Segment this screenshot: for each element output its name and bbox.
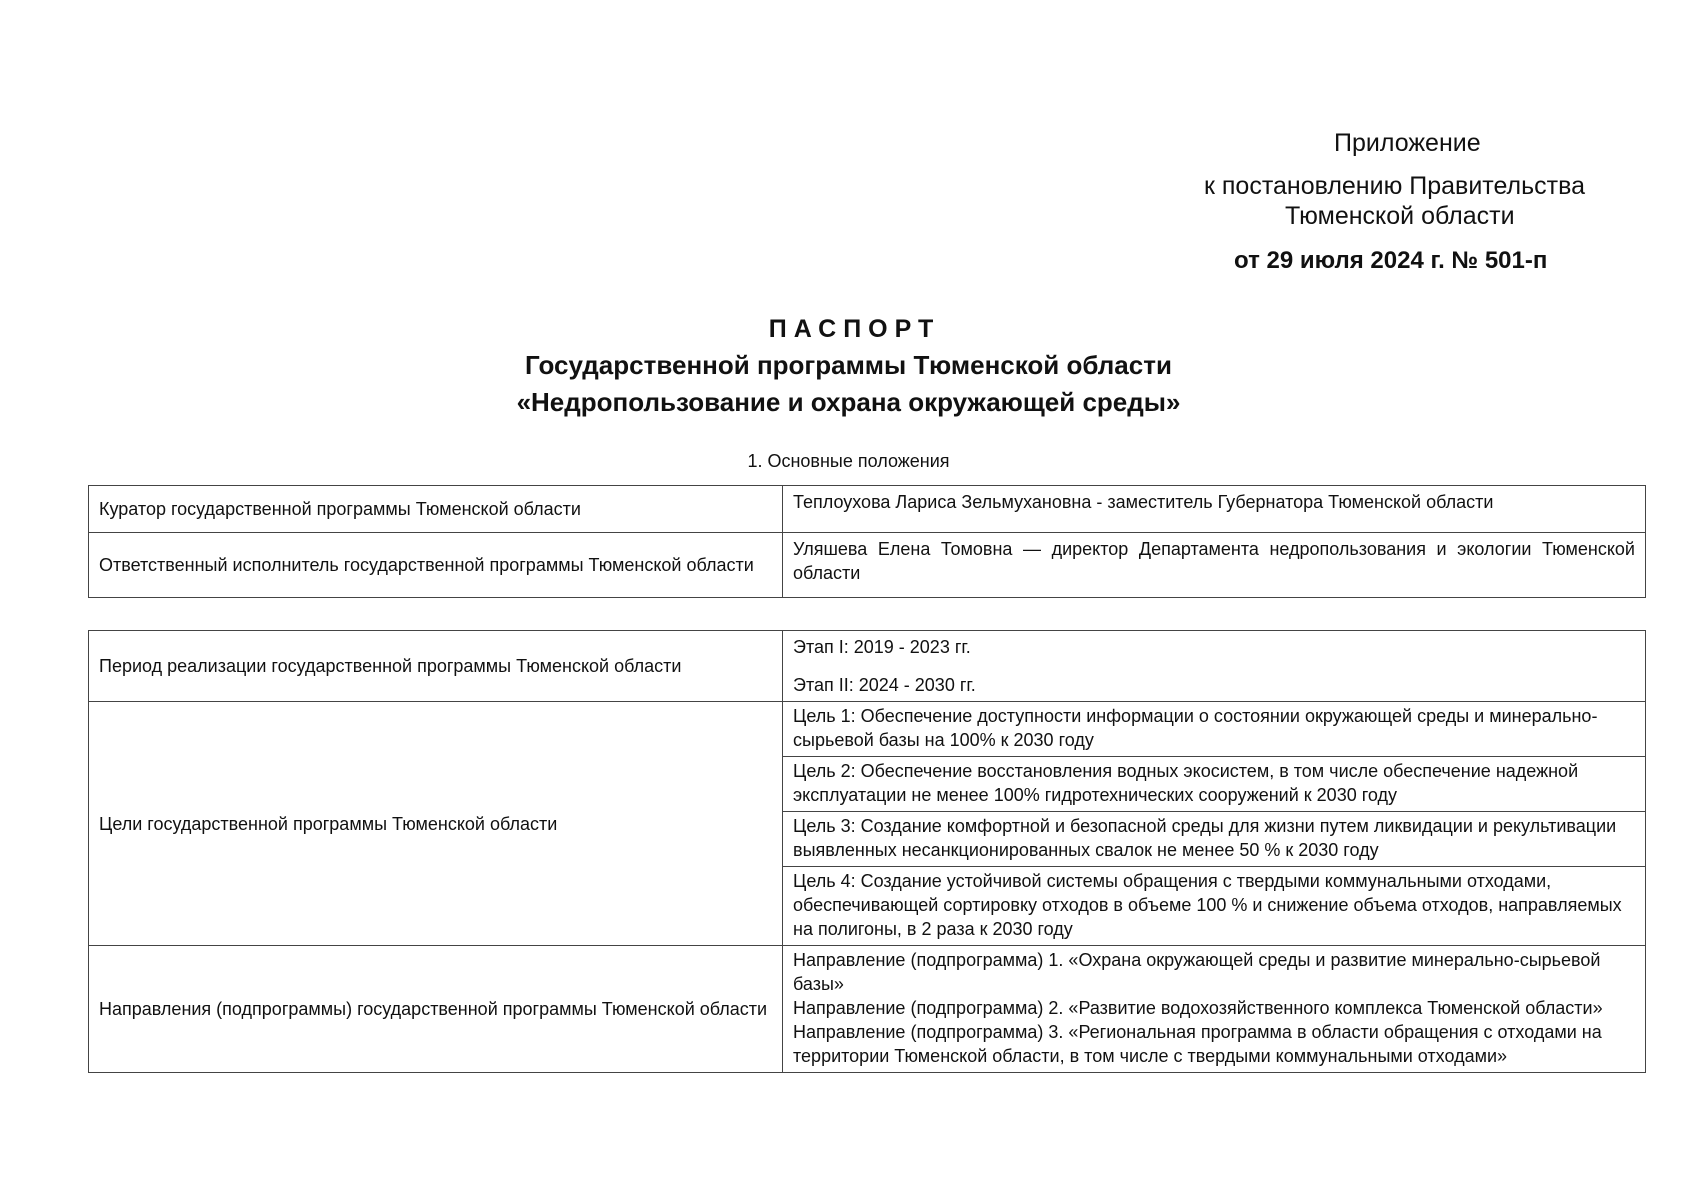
program-name-heading: «Недропользование и охрана окружающей среды» — [516, 387, 1181, 417]
direction-1: Направление (подпрограмма) 1. «Охрана окружающей среды и развитие минерально-сырьевой базы» — [793, 950, 1601, 994]
appendix-title: Приложение — [1334, 129, 1481, 157]
table-row — [89, 486, 1646, 533]
direction-2: Направление (подпрограмма) 2. «Развитие водохозяйственного комплекса Тюменской области» — [793, 998, 1603, 1018]
goal-1: Цель 1: Обеспечение доступности информации о состоянии окружающей среды и минерально-сырьевой базы на 100% к 2030 году — [783, 702, 1646, 757]
program-details-table — [88, 630, 1646, 1073]
goal-2: Цель 2: Обеспечение восстановления водных экосистем, в том числе обеспечение надежной эксплуатации не менее 100% гидротехнических сооружений к 2030 году — [783, 757, 1646, 812]
direction-3: Направление (подпрограмма) 3. «Региональная программа в области обращения с отходами на территории Тюменской области, в том числе с твердыми коммунальными отходами» — [793, 1022, 1602, 1066]
curator-value: Теплоухова Лариса Зельмухановна - заместитель Губернатора Тюменской области — [783, 486, 1646, 533]
goal-4: Цель 4: Создание устойчивой системы обращения с твердыми коммунальными отходами, обеспечивающей сортировку отходов в объеме 100 % и снижение объема отходов, направляемых на полигоны, в 2 раза к 2030 году — [783, 867, 1646, 946]
stage-2: Этап II: 2024 - 2030 гг. — [793, 675, 976, 695]
appendix-date: от 29 июля 2024 г. № 501-п — [1234, 247, 1548, 274]
appendix-region: Тюменской области — [1285, 202, 1515, 230]
passport-heading: ПАСПОРТ — [768, 315, 941, 343]
period-label: Период реализации государственной программы Тюменской области — [89, 631, 783, 702]
executor-label: Ответственный исполнитель государственной программы Тюменской области — [89, 533, 783, 598]
table-row — [89, 946, 1646, 1073]
goals-label: Цели государственной программы Тюменской области — [89, 702, 783, 946]
program-heading: Государственной программы Тюменской области — [525, 350, 1172, 380]
appendix-to-decree: к постановлению Правительства — [1204, 172, 1586, 200]
table-row — [89, 533, 1646, 598]
period-value — [783, 631, 1646, 702]
table-row — [89, 702, 1646, 757]
executor-value: Уляшева Елена Томовна — директор Департамента недропользования и экологии Тюменской области — [783, 533, 1646, 598]
table-row — [89, 631, 1646, 702]
stage-1: Этап I: 2019 - 2023 гг. — [793, 637, 971, 657]
main-provisions-table — [88, 485, 1646, 598]
section-title: 1. Основные положения — [747, 451, 950, 471]
curator-label: Куратор государственной программы Тюменской области — [89, 486, 783, 533]
directions-value — [783, 946, 1646, 1073]
goal-3: Цель 3: Создание комфортной и безопасной среды для жизни путем ликвидации и рекультивации выявленных несанкционированных свалок не менее 50 % к 2030 году — [783, 812, 1646, 867]
directions-label: Направления (подпрограммы) государственной программы Тюменской области — [89, 946, 783, 1073]
